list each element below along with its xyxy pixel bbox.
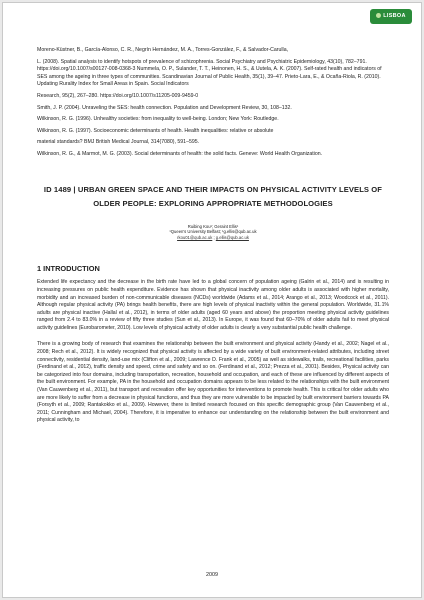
document-page [2,2,422,598]
paper-title: ID 1489 | URBAN GREEN SPACE AND THEIR IMPACTS ON PHYSICAL ACTIVITY LEVELS OF OLDER PEOPLE: EXPLORING APPROPRIATE METHODOLOGIES [43,184,383,209]
reference-entry: Wilkinson, R. G. (1997). Socioeconomic determinants of health. Health inequalities: relative or absolute [37,127,274,134]
conference-logo [370,9,412,24]
reference-entry: Wilkinson, R. G. (1996). Unhealthy societies: from inequality to well-being. London; New York: Routledge. [37,116,279,123]
logo-mark-icon [376,13,381,18]
email-separator: ; [212,234,216,240]
body-paragraph: Extended life expectancy and the decrease in the birth rate have led to a global concern of population ageing (Galrin et al., 2014) and is resulting in increasing pressures on public health expenditure. Evidence has shown that physical inactivity among older adults is associated with higher mortality, morbidity and an increased burden of non-communicable diseases (NCDs) worldwide (Adams et al., 2014; Arango et al., 2013; Woodcock et al., 2011). Although regular physical activity (PA) brings health benefits, there are high levels of physical inactivity within the general population. Worldwide, 31.1% adults are physical inactive (Hallal et al., 2012), in terms of older adults (aged 60 years and above) the proportion meeting physical activity guidelines ranged from 2.4 to 83.0% in a review of fifty three studies (Sun et al., 2013). In Europe, it was found that 60–70% of older adults fail to meet physical activity guidelines (Eurobarometer, 2010). Low levels of physical activity of older adults is clearly a very substantial public health challenge. [37,279,389,331]
reference-entry: material standards? BMJ British Medical Journal, 314(7080), 591–595. [37,139,200,146]
page-content [37,47,389,430]
reference-entry: Wilkinson, R. G., & Marmot, M. G. (2003). Social determinants of health: the solid facts. Geneve: World Health Organization. [37,150,323,157]
reference-entry: L. (2008). Spatial analysis to identify hotspots of prevalence of schizophrenia. Social Psychiatry and Psychiatric Epidemiology, 43(10), 782–791. https://doi.org/10.1007/s00127-008-0368-3 Nummela, O. P., Sulander, T. T., Heinonen, H. S., & Uutela, A. K. (2007). Self-rated health and indicators of SES among the ageing in three types of communities. Scandinavian Journal of Public Health, 35(1), 39–47. Prieto-Lara, E., & Ocaña-Riola, R. (2010). Updating Rurality Index for Small Areas in Spain. Social Indicators [37,58,382,88]
body-paragraph: There is a growing body of research that examines the relationship between the built environment and physical activity (Handy et al., 2002; Nagel et al., 2008; Rech et al., 2012). It is widely recognized that physical activity is affected by a wide variety of built environment-related attributes, including street connectivity, residential density, land-use mix (Clifton et al., 2009; Lawrence D. Frank et al., 2005) as well as sidewalks, trails, recreational facilities, parks (Ferdinand et al., 2012), traffic density and speed, crime and safety and so on. (Ferdinand et al., 2012; Prezza et al., 2001). Besides, Physical activity can be categorized into four domains, including transportation, recreation, household and occupation, and each of these are influenced by different aspects of the built environment. For example, PA in the household and occupation domains appears to be less related to the relationships with the built environment (Van Cauwenberg et al., 2011), but transport and recreation offer key opportunities for interventions to promote health. This is critical for older adults who are more likely to suffer from a decrease in physical functions, and thus they are more vulnerable to be impacted by built environment barriers towards PA (Forsyth et al., 2009; Rantakokko et al., 2009). However, there is limited research focused on this specific demographic group (Van Cauwenberg et al., 2011; Cunningham and Michael, 2004). Therefore, it is imperative to enhance our understanding on the relationship between the built environment and physical activity, to [37,341,389,424]
author-list: Ruibing Kou¹; Geraint Ellis¹ [187,223,239,229]
author-emails [37,235,389,241]
author-affiliation: ¹Queen's University Belfast; ¹g.ellis@qub.ac.uk [169,229,257,235]
reference-entry: Smith, J. P. (2004). Unraveling the SES: health connection. Population and Development Review, 30, 108–132. [37,104,292,111]
logo-text: LISBOA [383,13,406,19]
reference-entry: Moreno-Küstner, B., García-Alonso, C. R., Negrín Hernández, M. A., Torres-González, F., & Salvador-Carulla, [37,47,289,53]
email-link[interactable]: g.ellis@qub.ac.uk [215,234,249,240]
reference-entry: Research, 95(2), 267–280. https://doi.org/10.1007/s11205-009-9459-0 [37,92,199,99]
email-link[interactable]: rkou01@qub.ac.uk [177,234,213,240]
section-heading: 1 INTRODUCTION [37,264,100,274]
page-number: 2009 [206,572,218,578]
